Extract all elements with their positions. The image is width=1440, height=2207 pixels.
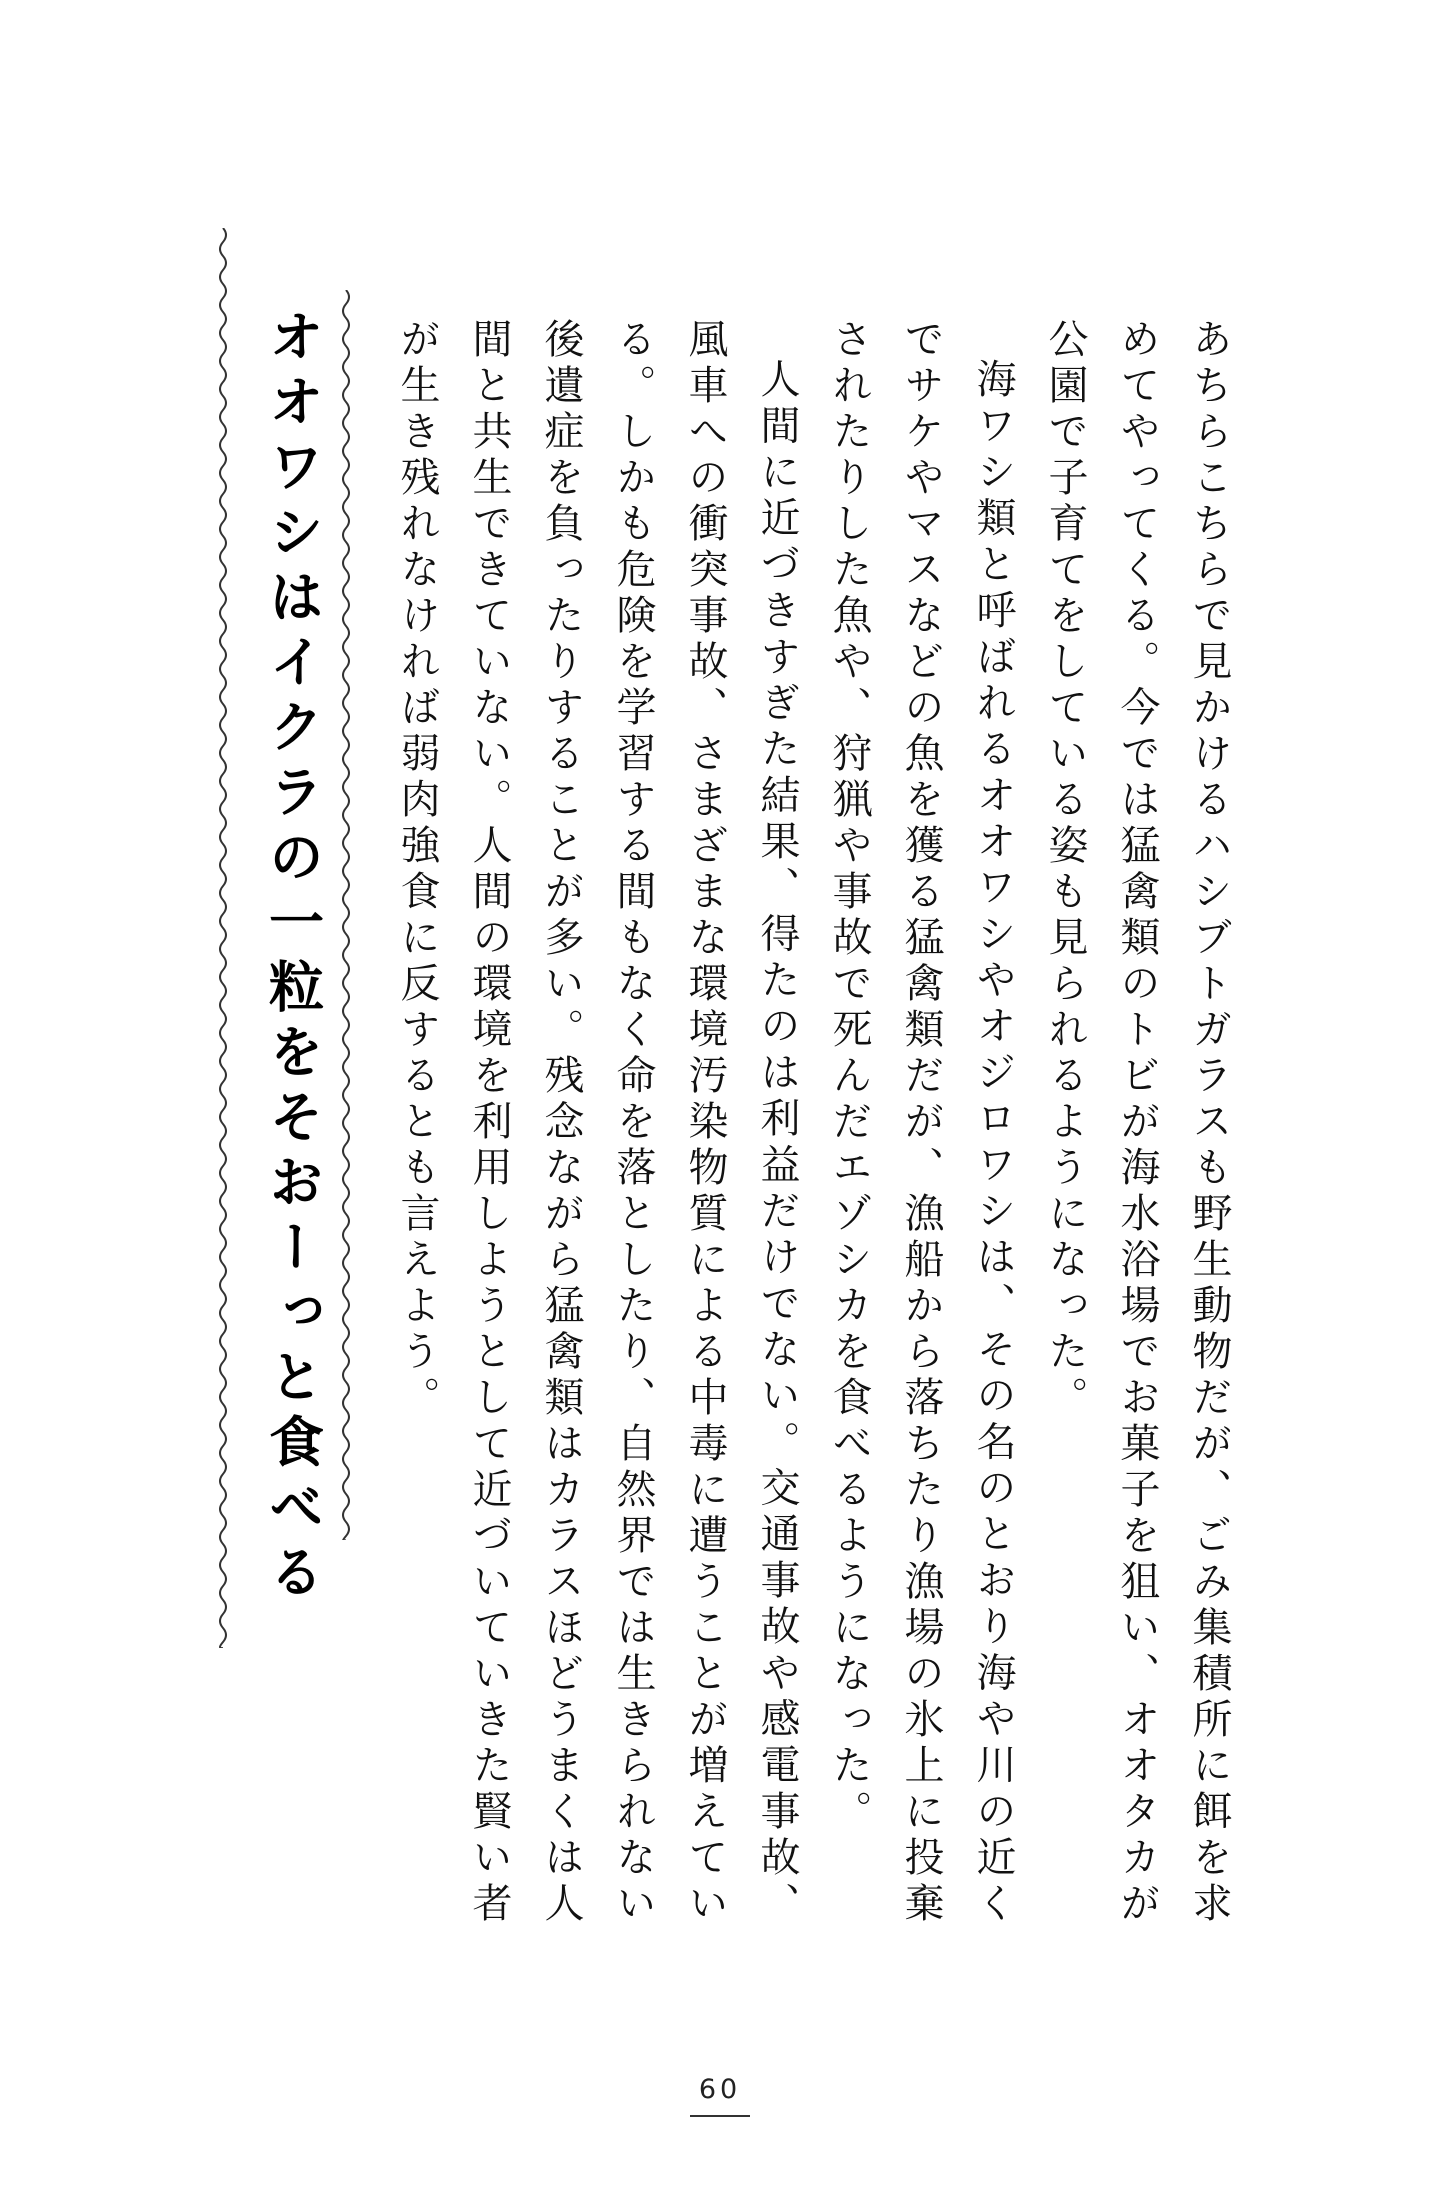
page-number-rule bbox=[690, 2115, 750, 2117]
body-text bbox=[381, 318, 1245, 1928]
section-title: オオワシはイクラの一粒をそおーっと食べる bbox=[260, 308, 324, 1608]
outer-wavy-rule bbox=[213, 228, 233, 1648]
paragraph-1: あちらこちらで見かけるハシブトガラスも野生動物だが、ごみ集積所に餌を求めてやってくる。今では猛禽類のトビが海水浴場でお菓子を狙い、オオタカが公園で子育てをしている姿も見られるようになった。 bbox=[1042, 318, 1232, 1928]
paragraph-3: 人間に近づきすぎた結果、得たのは利益だけでない。交通事故や感電事故、風車への衝突事故、さまざまな環境汚染物質による中毒に遭うことが増えている。しかも危険を学習する間もなく命を落としたり、自然界では生きられない後遺症を負ったりすることが多い。残念ながら猛禽類はカラスほどうまくは人間と共生できていない。人間の環境を利用しようとして近づいていきた賢い者が生き残れなければ弱肉強食に反するとも言えよう。 bbox=[394, 318, 800, 1928]
page-number: 60 bbox=[698, 2074, 742, 2105]
inner-wavy-rule bbox=[336, 290, 356, 1540]
paragraph-2: 海ワシ類と呼ばれるオオワシやオジロワシは、その名のとおり海や川の近くでサケやマスなどの魚を獲る猛禽類だが、漁船から落ちたり漁場の氷上に投棄されたりした魚や、狩猟や事故で死んだエゾシカを食べるようになった。 bbox=[826, 318, 1016, 1928]
